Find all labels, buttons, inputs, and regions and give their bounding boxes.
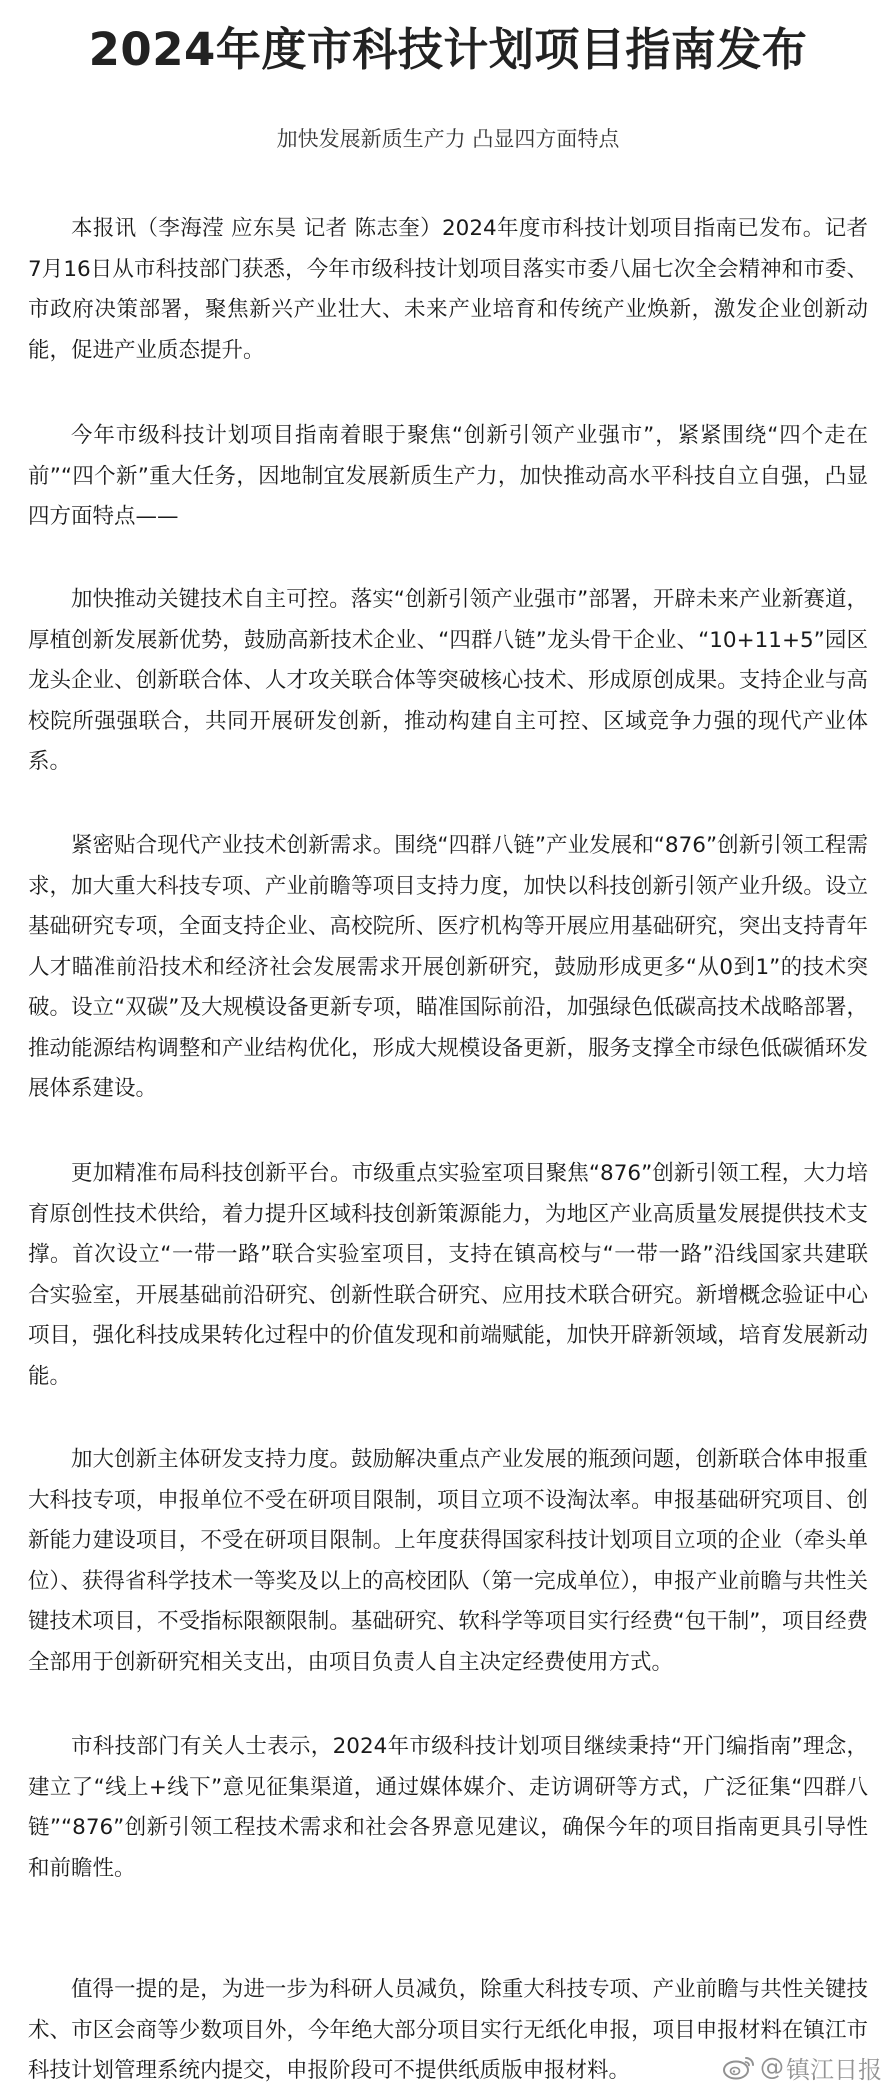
paragraph-4: 紧密贴合现代产业技术创新需求。围绕“四群八链”产业发展和“876”创新引领工程需求，加大重大科技专项、产业前瞻等项目支持力度，加快以科技创新引领产业升级。设立基础研究专项，全面支持企业、高校院所、医疗机构等开展应用基础研究，突出支持青年人才瞄准前沿技术和经济社会发展需求开展创新研究，鼓励形成更多“从0到1”的技术突破。设立“双碳”及大规模设备更新专项，瞄准国际前沿，加强绿色低碳高技术战略部署，推动能源结构调整和产业结构优化，形成大规模设备更新，服务支撑全市绿色低碳循环发展体系建设。 xyxy=(28,833,868,1101)
paragraph-8: 值得一提的是，为进一步为科研人员减负，除重大科技专项、产业前瞻与共性关键技术、市区会商等少数项目外，今年绝大部分项目实行无纸化申报，项目申报材料在镇江市科技计划管理系统内提交，申报阶段可不提供纸质版申报材料。 xyxy=(28,1977,868,2083)
watermark-text: 镇江日报 xyxy=(786,2055,882,2084)
paragraph-3: 加快推动关键技术自主可控。落实“创新引领产业强市”部署，开辟未来产业新赛道，厚植创新发展新优势，鼓励高新技术企业、“四群八链”龙头骨干企业、“10+11+5”园区龙头企业、创新联合体、人才攻关联合体等突破核心技术、形成原创成果。支持企业与高校院所强强联合，共同开展研发创新，推动构建自主可控、区域竞争力强的现代产业体系。 xyxy=(28,587,868,774)
paragraph-6: 加大创新主体研发支持力度。鼓励解决重点产业发展的瓶颈问题，创新联合体申报重大科技专项，申报单位不受在研项目限制，项目立项不设淘汰率。申报基础研究项目、创新能力建设项目，不受在研项目限制。上年度获得国家科技计划项目立项的企业（牵头单位）、获得省科学技术一等奖及以上的高校团队（第一完成单位），申报产业前瞻与共性关键技术项目，不受指标限额限制。基础研究、软科学等项目实行经费“包干制”，项目经费全部用于创新研究相关支出，由项目负责人自主决定经费使用方式。 xyxy=(28,1447,868,1675)
watermark-at: @ xyxy=(760,2053,784,2081)
article-subtitle: 加快发展新质生产力 凸显四方面特点 xyxy=(276,127,620,151)
paragraph-7: 市科技部门有关人士表示，2024年市级科技计划项目继续秉持“开门编指南”理念，建立了“线上+线下”意见征集渠道，通过媒体媒介、走访调研等方式，广泛征集“四群八链”“876”创新引领工程技术需求和社会各界意见建议，确保今年的项目指南更具引导性和前瞻性。 xyxy=(28,1734,868,1881)
weibo-icon xyxy=(722,2053,756,2081)
paragraph-1: 本报讯（李海滢 应东昊 记者 陈志奎）2024年度市科技计划项目指南已发布。记者7月16日从市科技部门获悉，今年市级科技计划项目落实市委八届七次全会精神和市委、市政府决策部署，聚焦新兴产业壮大、未来产业培育和传统产业焕新，激发企业创新动能，促进产业质态提升。 xyxy=(28,216,868,363)
paragraph-2: 今年市级科技计划项目指南着眼于聚焦“创新引领产业强市”，紧紧围绕“四个走在前”“四个新”重大任务，因地制宜发展新质生产力，加快推动高水平科技自立自强，凸显四方面特点—— xyxy=(28,423,868,529)
article-title: 2024年度市科技计划项目指南发布 xyxy=(88,23,808,76)
paragraph-5: 更加精准布局科技创新平台。市级重点实验室项目聚焦“876”创新引领工程，大力培育原创性技术供给，着力提升区域科技创新策源能力，为地区产业高质量发展提供技术支撑。首次设立“一带一路”联合实验室项目，支持在镇高校与“一带一路”沿线国家共建联合实验室，开展基础前沿研究、创新性联合研究、应用技术联合研究。新增概念验证中心项目，强化科技成果转化过程中的价值发现和前端赋能，加快开辟新领域，培育发展新动能。 xyxy=(28,1161,868,1389)
watermark xyxy=(722,2050,882,2084)
